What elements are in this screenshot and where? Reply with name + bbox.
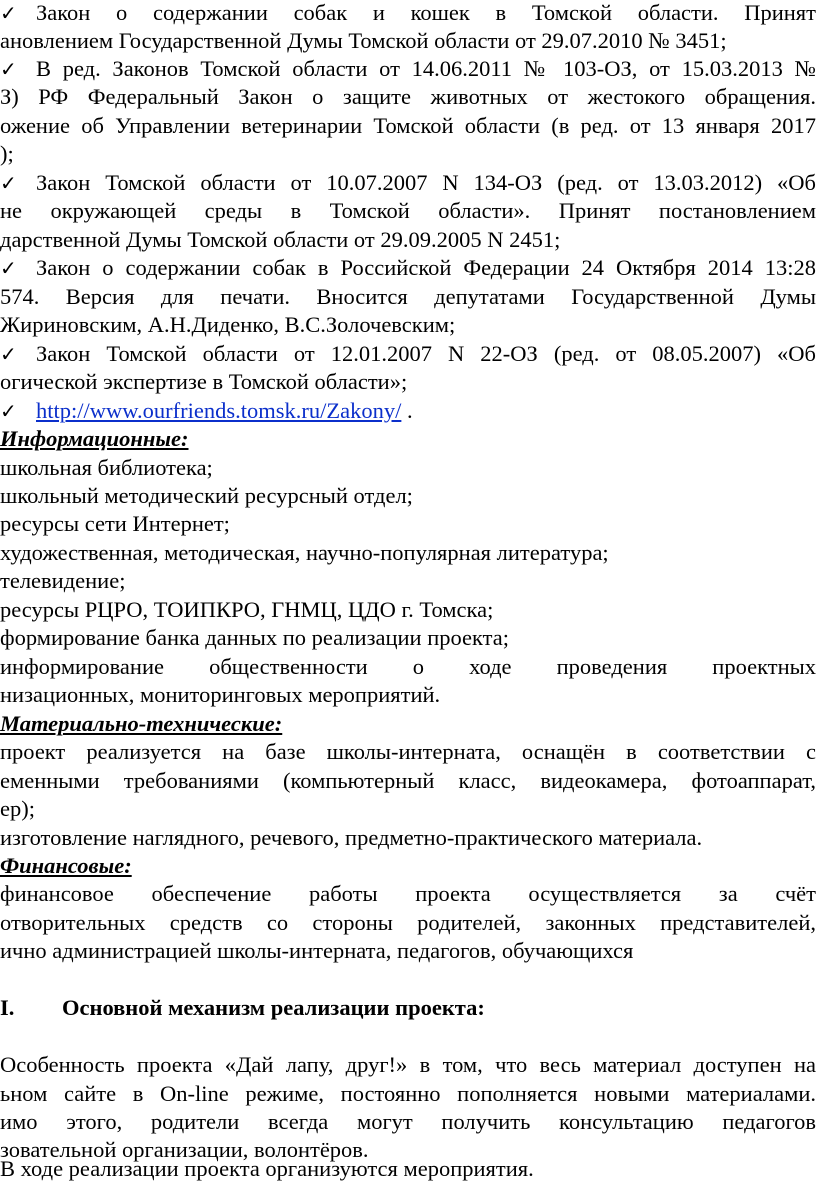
check-icon: ✓ (0, 171, 17, 195)
list-item-continuation: ); (0, 141, 14, 166)
list-item-text: Закон Томской области от 12.01.2007 N 22-ОЗ (ред. от 08.05.2007) «Об (36, 341, 816, 366)
list-item-text: В ред. Законов Томской области от 14.06.2011 № 103-ОЗ, от 15.03.2013 № (36, 56, 816, 81)
list-item-continuation: ично администрацией школы-интерната, педагогов, обучающихся (0, 938, 634, 963)
check-icon: ✓ (0, 342, 17, 366)
check-icon: ✓ (0, 256, 17, 280)
list-item: формирование банка данных по реализации проекта; (0, 625, 509, 650)
list-item (0, 170, 816, 196)
list-item: финансовое обеспечение работы проекта осуществляется за счёт (0, 881, 816, 906)
zakony-link[interactable]: http://www.ourfriends.tomsk.ru/Zakony/ (36, 398, 402, 423)
list-item: изготовление наглядного, речевого, предметно-практического материала. (0, 825, 703, 850)
paragraph-line: В ходе реализации проекта организуются мероприятия. (0, 1156, 534, 1181)
paragraph-line: имо этого, родители всегда могут получить консультацию педагогов (0, 1109, 816, 1134)
list-item-text: Закон о содержании собак и кошек в Томской области. Принят (36, 0, 816, 25)
list-item-continuation: З) РФ Федеральный Закон о защите животных от жестокого обращения. (0, 84, 816, 109)
check-icon: ✓ (0, 399, 17, 423)
paragraph-line: ьном сайте в On-line режиме, постоянно пополняется новыми материалами. (0, 1081, 816, 1106)
list-item (0, 0, 816, 26)
informational-heading: Информационные: (0, 426, 189, 451)
check-icon: ✓ (0, 1, 17, 25)
list-item: ресурсы сети Интернет; (0, 511, 230, 536)
list-item: телевидение; (0, 568, 126, 593)
check-icon: ✓ (0, 57, 17, 81)
list-item (0, 56, 816, 82)
section-number: I. (0, 995, 15, 1020)
list-item: школьный методический ресурсный отдел; (0, 483, 413, 508)
section-title: Основной механизм реализации проекта: (62, 995, 485, 1020)
section-heading (0, 995, 816, 1021)
list-item-continuation: ановлением Государственной Думы Томской области от 29.07.2010 № 3451; (0, 28, 727, 53)
list-item: художественная, методическая, научно-популярная литература; (0, 540, 609, 565)
list-item-continuation: не окружающей среды в Томской области». Принят постановлением (0, 198, 816, 223)
list-item-text (36, 398, 816, 424)
list-item (0, 255, 816, 281)
paragraph-line: зовательной организации, волонтёров. (0, 1137, 369, 1162)
list-item-continuation: дарственной Думы Томской области от 29.09.2005 N 2451; (0, 227, 561, 252)
list-item: информирование общественности о ходе проведения проектных (0, 654, 816, 679)
list-item-text: Закон о содержании собак в Российской Федерации 24 Октября 2014 13:28 (36, 255, 816, 280)
list-item: проект реализуется на базе школы-интерната, оснащён в соответствии с (0, 739, 816, 764)
list-item (0, 341, 816, 367)
link-suffix: . (401, 398, 413, 423)
list-item-continuation: низационных, мониторинговых мероприятий. (0, 682, 441, 707)
list-item: ресурсы РЦРО, ТОИПКРО, ГНМЦ, ЦДО г. Томска; (0, 597, 494, 622)
list-item-continuation: огической экспертизе в Томской области»; (0, 369, 408, 394)
financial-heading: Финансовые: (0, 853, 132, 878)
list-item-text: Закон Томской области от 10.07.2007 N 134-ОЗ (ред. от 13.03.2012) «Об (36, 170, 816, 195)
list-item-continuation: Жириновским, А.Н.Диденко, В.С.Золочевским; (0, 312, 456, 337)
list-item-continuation: отворительных средств со стороны родителей, законных представителей, (0, 910, 816, 935)
list-item: школьная библиотека; (0, 455, 213, 480)
list-item-continuation: еменными требованиями (компьютерный класс, видеокамера, фотоаппарат, (0, 768, 816, 793)
paragraph-line: Особенность проекта «Дай лапу, друг!» в том, что весь материал доступен на (0, 1052, 816, 1077)
list-item-continuation: ер); (0, 796, 35, 821)
list-item-continuation: 574. Версия для печати. Вносится депутатами Государственной Думы (0, 284, 816, 309)
list-item-continuation: ожение об Управлении ветеринарии Томской области (в ред. от 13 января 2017 (0, 113, 816, 138)
list-item (0, 398, 816, 424)
material-heading: Материально-технические: (0, 711, 283, 736)
